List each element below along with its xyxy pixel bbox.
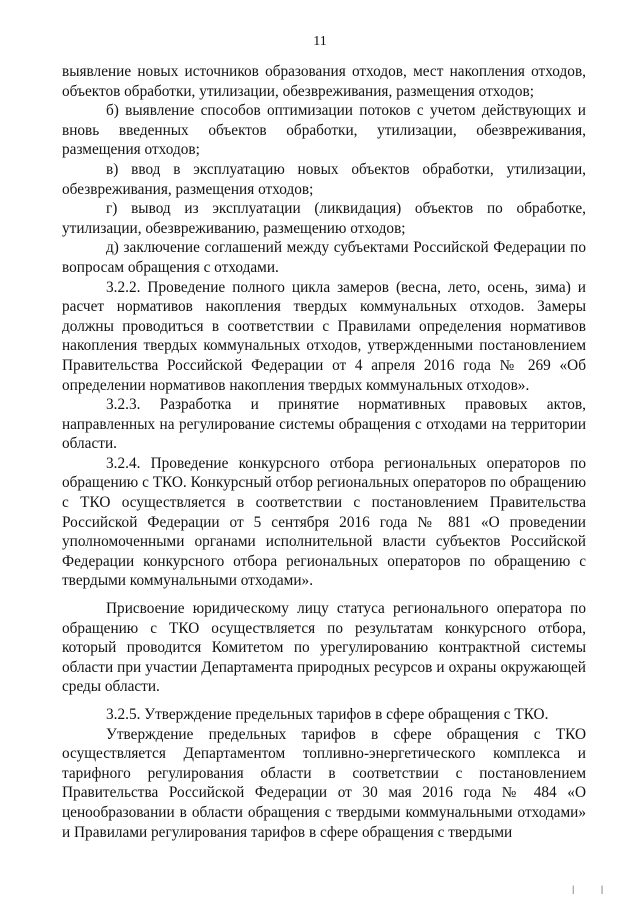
paragraph-operator-status: Присвоение юридическому лицу статуса регионального оператора по обращению с ТКО осуществляется по результатам конкурсного отбора, который проводится Комитетом по урегулированию контрактной системы области при участии Департамента природных ресурсов и охраны окружающей среды области. bbox=[62, 600, 586, 696]
paragraph-3-2-5: 3.2.5. Утверждение предельных тарифов в сфере обращения с ТКО. bbox=[106, 706, 549, 723]
paragraph-3-2-4: 3.2.4. Проведение конкурсного отбора региональных операторов по обращению с ТКО. Конкурсный отбор региональных операторов по обращению с ТКО осуществляется в соответствии с постановлением Правительства Российской Федерации от 5 сентября 2016 года № 881 «О проведении уполномоченными органами исполнительной власти субъектов Российской Федерации конкурсного отбора региональных операторов по обращению с твердыми коммунальными отходами». bbox=[62, 454, 586, 590]
paragraph-3-2-2: 3.2.2. Проведение полного цикла замеров (весна, лето, осень, зима) и расчет нормативов накопления твердых коммунальных отходов. Замеры должны проводиться в соответствии с Правилами определения нормативов накопления твердых коммунальных отходов, утвержденными постановлением Правительства Российской Федерации от 4 апреля 2016 года № 269 «Об определении нормативов накопления твердых коммунальных отходов». bbox=[62, 278, 586, 394]
paragraph-item-d: д) заключение соглашений между субъектами Российской Федерации по вопросам обращения с отходами. bbox=[62, 239, 586, 276]
paragraph-tariff-approval: Утверждение предельных тарифов в сфере обращения с ТКО осуществляется Департаментом топливно-энергетического комплекса и тарифного регулирования области в соответствии с постановлением Правительства Российской Федерации от 30 мая 2016 года № 484 «О ценообразовании в области обращения с твердыми коммунальными отходами» и Правилами регулирования тарифов в сфере обращения с твердыми bbox=[62, 725, 586, 841]
paragraph-item-b: б) выявление способов оптимизации потоков с учетом действующих и вновь введенных объектов обработки, утилизации, обезвреживания, размещения отходов; bbox=[62, 102, 586, 159]
page-number: 11 bbox=[313, 34, 327, 49]
scan-edge-marks: | | bbox=[572, 884, 616, 894]
paragraph-3-2-3: 3.2.3. Разработка и принятие нормативных правовых актов, направленных на регулирование системы обращения с отходами на территории области. bbox=[62, 396, 586, 453]
paragraph-item-v: в) ввод в эксплуатацию новых объектов обработки, утилизации, обезвреживания, размещения отходов; bbox=[62, 160, 586, 198]
document-body bbox=[62, 62, 586, 842]
paragraph-continuation: выявление новых источников образования отходов, мест накопления отходов, объектов обработки, утилизации, обезвреживания, размещения отходов; bbox=[62, 63, 586, 100]
paragraph-item-g: г) вывод из эксплуатации (ликвидация) объектов по обработке, утилизации, обезвреживанию, размещению отходов; bbox=[62, 200, 586, 237]
